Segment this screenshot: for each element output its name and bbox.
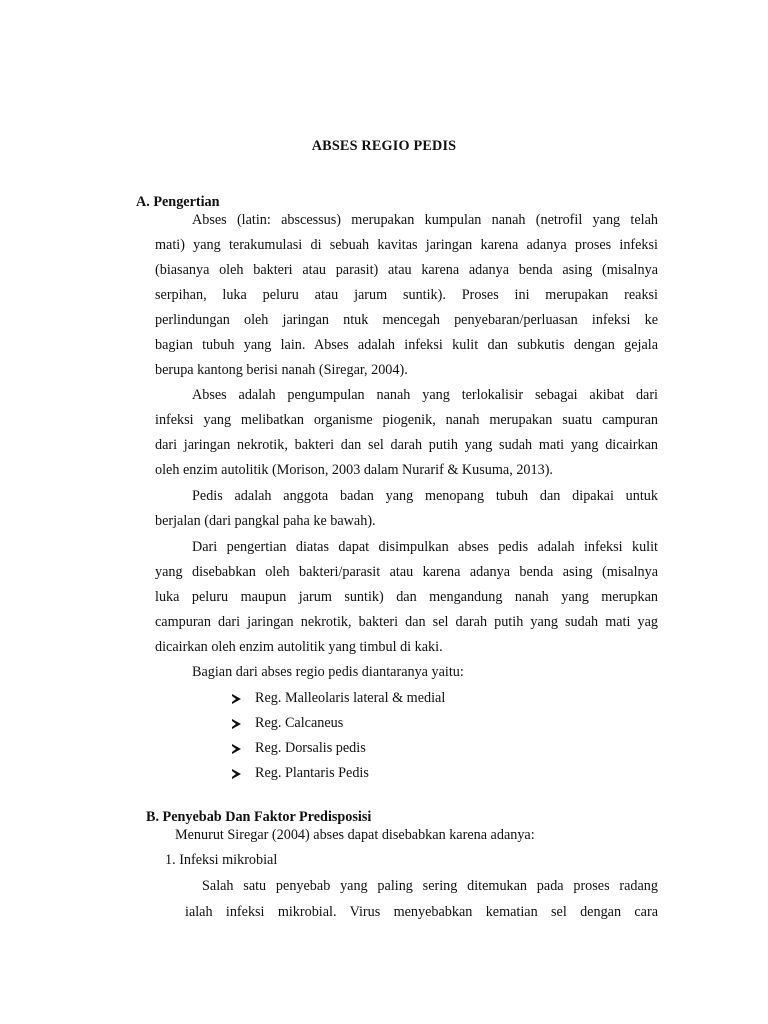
list-item [232, 765, 369, 782]
numbered-item: 1. Infeksi mikrobial [165, 852, 278, 868]
section-b-heading: B. Penyebab Dan Faktor Predisposisi [146, 809, 372, 825]
paragraph-line: dari jaringan nekrotik, bakteri dan sel darah putih yang sudah mati yang dicairkan [155, 437, 658, 453]
paragraph-line: Menurut Siregar (2004) abses dapat disebabkan karena adanya: [175, 827, 535, 843]
paragraph-line: berjalan (dari pangkal paha ke bawah). [155, 513, 376, 529]
paragraph-line: campuran dari jaringan nekrotik, bakteri dan sel darah putih yang sudah mati yag [155, 614, 658, 630]
paragraph-line: bagian tubuh yang lain. Abses adalah infeksi kulit dan subkutis dengan gejala [155, 337, 658, 353]
paragraph-line: Salah satu penyebab yang paling sering ditemukan pada proses radang [202, 878, 658, 894]
paragraph-line: infeksi yang melibatkan organisme piogenik, nanah merupakan suatu campuran [155, 412, 658, 428]
paragraph-line: yang disebabkan oleh bakteri/parasit atau karena adanya benda asing (misalnya [155, 564, 658, 580]
paragraph-line: ialah infeksi mikrobial. Virus menyebabkan kematian sel dengan cara [185, 904, 658, 920]
paragraph-line: Bagian dari abses regio pedis diantaranya yaitu: [192, 664, 464, 680]
section-a-heading: A. Pengertian [136, 194, 220, 210]
arrowhead-bullet-icon [232, 719, 241, 729]
list-item-label: Reg. Dorsalis pedis [255, 740, 366, 756]
paragraph-line: mati) yang terakumulasi di sebuah kavitas jaringan karena adanya proses infeksi [155, 237, 658, 253]
paragraph-line: perlindungan oleh jaringan ntuk mencegah penyebaran/perluasan infeksi ke [155, 312, 658, 328]
paragraph-line: Abses (latin: abscessus) merupakan kumpulan nanah (netrofil yang telah [192, 212, 658, 228]
paragraph-line: serpihan, luka peluru atau jarum suntik). Proses ini merupakan reaksi [155, 287, 658, 303]
paragraph-line: berupa kantong berisi nanah (Siregar, 2004). [155, 362, 408, 378]
document-title: ABSES REGIO PEDIS [311, 138, 457, 154]
list-item-label: Reg. Calcaneus [255, 715, 344, 731]
paragraph-line: Pedis adalah anggota badan yang menopang tubuh dan dipakai untuk [192, 488, 658, 504]
paragraph-line: Abses adalah pengumpulan nanah yang terlokalisir sebagai akibat dari [192, 387, 658, 403]
arrowhead-bullet-icon [232, 744, 241, 754]
paragraph-line: luka peluru maupun jarum suntik) dan mengandung nanah yang merupkan [155, 589, 658, 605]
paragraph-line: dicairkan oleh enzim autolitik yang timbul di kaki. [155, 639, 443, 655]
paragraph-line: Dari pengertian diatas dapat disimpulkan abses pedis adalah infeksi kulit [192, 539, 658, 555]
list-item [232, 690, 445, 707]
arrowhead-bullet-icon [232, 694, 241, 704]
list-item-label: Reg. Plantaris Pedis [255, 765, 369, 781]
list-item-label: Reg. Malleolaris lateral & medial [255, 690, 446, 706]
paragraph-line: oleh enzim autolitik (Morison, 2003 dalam Nurarif & Kusuma, 2013). [155, 462, 553, 478]
list-item [232, 715, 343, 732]
paragraph-line: (biasanya oleh bakteri atau parasit) atau karena adanya benda asing (misalnya [155, 262, 658, 278]
list-item [232, 740, 366, 757]
arrowhead-bullet-icon [232, 769, 241, 779]
